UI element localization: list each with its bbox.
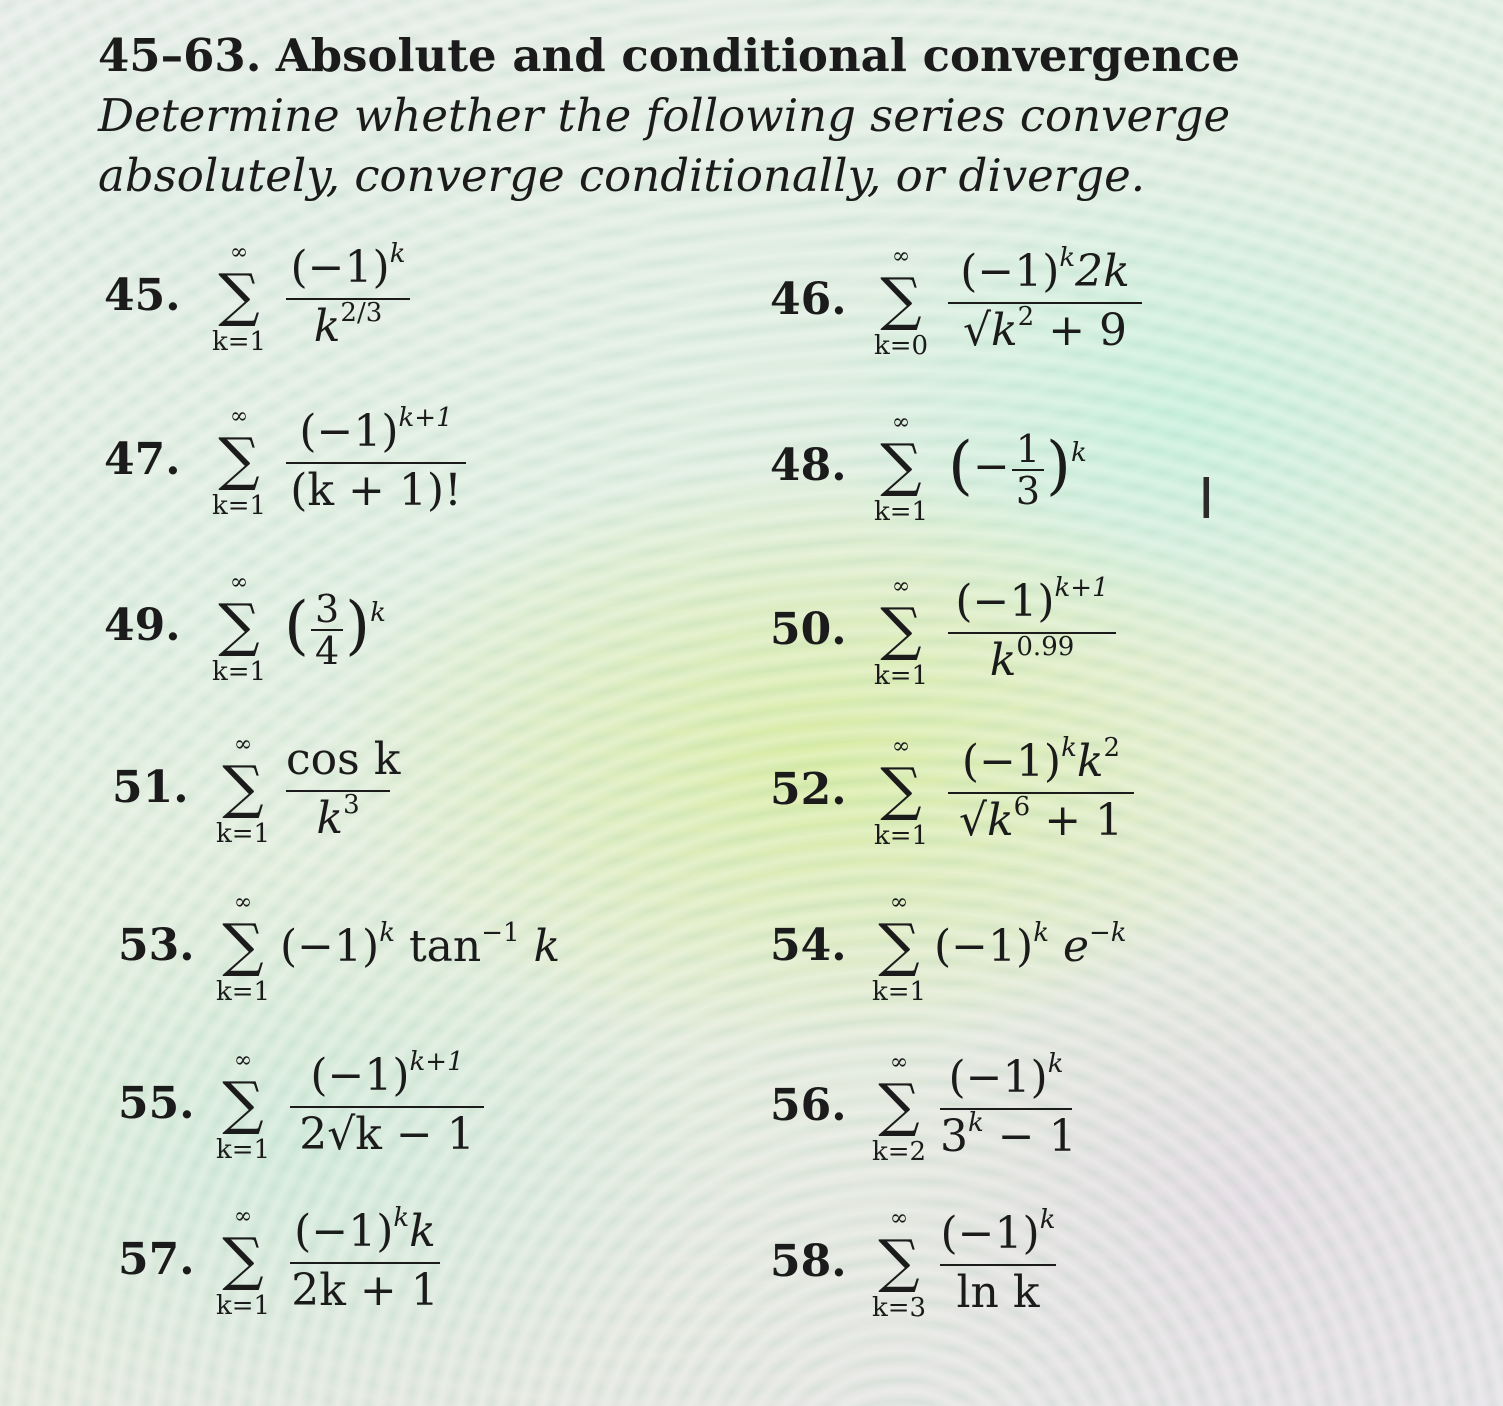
lower-limit: k=1 [873,497,929,527]
problem-number: 58. [770,1236,847,1287]
lower-limit: k=1 [211,491,267,521]
upper-limit: ∞ [889,1050,909,1075]
upper-limit: ∞ [889,1206,909,1231]
upper-limit: ∞ [233,1204,253,1229]
upper-limit: ∞ [891,734,911,759]
numerator: $(-1)^kk^2$ [961,733,1121,787]
fraction [948,244,1142,356]
sigma-symbol: ∑ [880,265,922,333]
problem-number: 52. [770,764,847,815]
denominator: 2√k − 1 [299,1109,475,1160]
sigma-symbol: ∑ [222,753,264,821]
sigma-symbol: ∑ [878,1227,920,1295]
numerator: $(-1)^kk$ [294,1203,436,1257]
summation [858,570,944,690]
fraction [290,1048,484,1160]
lower-limit: k=1 [215,977,271,1007]
term: $(-1)^k$ $\tan^{-1} k$ [280,918,561,972]
upper-limit: ∞ [229,240,249,265]
summation [856,1046,942,1166]
problem-number: 46. [770,274,847,325]
summation [196,566,282,686]
fraction [948,574,1116,686]
lower-limit: k=1 [211,327,267,357]
problem-48 [770,406,1130,526]
sigma-symbol: ∑ [878,911,920,979]
sigma-symbol: ∑ [878,1071,920,1139]
summation [856,886,942,1006]
inner-fraction: $\frac{1}{3}$ [1012,429,1044,511]
fraction [948,734,1134,846]
upper-limit: ∞ [233,732,253,757]
inner-fraction: $\frac{3}{4}$ [311,589,343,671]
problem-55 [118,1044,518,1164]
fraction [290,1204,440,1316]
sigma-symbol: ∑ [218,261,260,329]
lower-limit: k=0 [873,331,929,361]
numerator: $(-1)^{k+1}$ [310,1047,464,1101]
upper-limit: ∞ [229,570,249,595]
denominator: $k^3$ [316,790,360,844]
problem-51 [112,728,432,848]
lower-limit: k=1 [211,657,267,687]
numerator: cos k [286,734,401,785]
problem-number: 45. [104,270,181,321]
numerator: $(-1)^k2k$ [960,243,1130,297]
problem-57 [118,1200,498,1320]
numerator: $(-1)^{k+1}$ [299,403,453,457]
sigma-symbol: ∑ [222,911,264,979]
summation [858,730,944,850]
problem-number: 56. [770,1080,847,1131]
upper-limit: ∞ [891,410,911,435]
problem-56 [770,1046,1130,1166]
lower-limit: k=1 [873,661,929,691]
summation [200,1044,286,1164]
upper-limit: ∞ [229,404,249,429]
text-cursor-icon: I [1198,467,1215,532]
problem-number: 47. [104,434,181,485]
problem-52 [770,730,1170,850]
sigma-symbol: ∑ [880,431,922,499]
problem-49 [104,566,424,686]
problem-number: 55. [118,1078,195,1129]
summation [200,886,286,1006]
lower-limit: k=1 [215,1291,271,1321]
upper-limit: ∞ [233,890,253,915]
numerator: $(-1)^{k+1}$ [955,573,1109,627]
problem-number: 49. [104,600,181,651]
problem-number: 48. [770,440,847,491]
lower-limit: k=2 [871,1137,927,1167]
exercise-header [98,26,1428,206]
fraction [940,1206,1056,1318]
problem-number: 50. [770,604,847,655]
summation [858,406,944,526]
problem-number: 51. [112,762,189,813]
problem-47 [104,400,484,520]
term: ( $\frac{3}{4}$ )$^k$ [284,586,386,673]
fraction [286,240,410,352]
problem-number: 53. [118,920,195,971]
summation [858,240,944,360]
denominator: $√k^2 + 9$ [962,302,1128,356]
summation [200,1200,286,1320]
sigma-symbol: ∑ [222,1225,264,1293]
upper-limit: ∞ [233,1048,253,1073]
sigma-symbol: ∑ [880,595,922,663]
sigma-symbol: ∑ [880,755,922,823]
denominator: (k + 1)! [290,465,462,516]
numerator: $(-1)^k$ [940,1205,1056,1259]
problem-46 [770,240,1170,360]
lower-limit: k=3 [871,1293,927,1323]
lower-limit: k=1 [871,977,927,1007]
term: (− $\frac{1}{3}$ )$^k$ [948,426,1087,513]
numerator: $(-1)^k$ [948,1049,1064,1103]
term: $(-1)^k$ $e^{-k}$ [934,918,1127,972]
summation [196,400,282,520]
denominator: $k^{2/3}$ [313,298,383,352]
upper-limit: ∞ [891,574,911,599]
problem-58 [770,1202,1110,1322]
exercise-title: Absolute and conditional convergence [275,29,1241,82]
summation [856,1202,942,1322]
exercise-range: 45–63. [98,29,262,82]
problem-53 [118,886,561,1007]
lower-limit: k=1 [215,819,271,849]
lower-limit: k=1 [215,1135,271,1165]
problem-number: 54. [770,920,847,971]
denominator: ln k [956,1267,1040,1318]
problem-number: 57. [118,1234,195,1285]
fraction [940,1049,1077,1162]
fraction [286,732,401,844]
summation [200,728,286,848]
problem-45 [104,236,424,356]
denominator: $√k^6 + 1$ [958,792,1124,846]
problem-50 [770,570,1130,690]
upper-limit: ∞ [891,244,911,269]
summation [196,236,282,356]
denominator: $k^{0.99}$ [989,632,1075,686]
fraction [286,404,466,516]
lower-limit: k=1 [873,821,929,851]
numerator: $(-1)^k$ [290,239,406,293]
sigma-symbol: ∑ [222,1069,264,1137]
upper-limit: ∞ [889,890,909,915]
sigma-symbol: ∑ [218,425,260,493]
sigma-symbol: ∑ [218,591,260,659]
denominator: 2k + 1 [291,1265,439,1316]
problem-54 [770,886,1150,1006]
exercise-instructions: Determine whether the following series converge absolutely, converge conditionally, or diverge. [98,89,1231,202]
denominator: $3^k - 1$ [940,1108,1077,1162]
